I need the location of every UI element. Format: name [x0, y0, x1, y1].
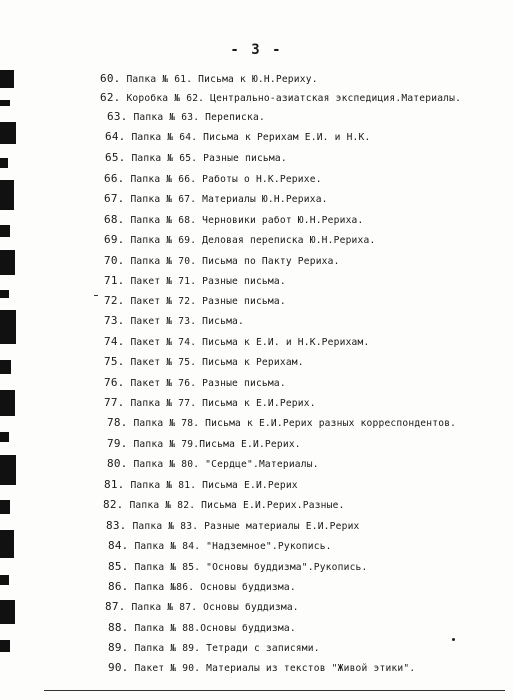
entry-text: Коробка № 62. Центрально-азиатская экспедиция.Материалы. [126, 93, 462, 104]
list-item [104, 294, 286, 307]
entry-text: Папка № 89. Тетради с записями. [134, 643, 320, 654]
list-item [104, 233, 375, 246]
entry-text: Пакет № 73. Письма. [130, 316, 244, 327]
list-item [107, 457, 319, 470]
entry-number: 80. [107, 457, 128, 470]
entry-text: Папка № 65. Разные письма. [131, 153, 287, 164]
entry-text: Папка № 79.Письма Е.И.Рерих. [133, 439, 301, 450]
bottom-rule [44, 690, 505, 691]
list-item [104, 396, 316, 409]
entry-text: Папка № 87. Основы буддизма. [131, 602, 299, 613]
list-item [103, 498, 345, 511]
list-item [105, 600, 299, 613]
entry-number: 62. [100, 91, 121, 104]
list-item [100, 91, 461, 104]
list-item [104, 192, 328, 205]
entry-number: 90. [108, 661, 129, 674]
entry-number: 83. [106, 519, 127, 532]
list-item [107, 437, 301, 450]
entry-text: Пакет № 75. Письма к Рерихам. [130, 357, 304, 368]
list-item [104, 335, 370, 348]
entry-number: 65. [105, 151, 126, 164]
entry-number: 73. [104, 314, 125, 327]
stray-dot [452, 638, 455, 641]
entry-number: 82. [103, 498, 124, 511]
entry-text: Папка № 69. Деловая переписка Ю.Н.Рериха. [130, 235, 376, 246]
entry-text: Папка № 83. Разные материалы Е.И.Рерих [132, 521, 360, 532]
binding-marks [0, 60, 22, 660]
entry-text: Пакет № 90. Материалы из текстов "Живой этики". [134, 663, 416, 674]
list-item [105, 130, 371, 143]
list-item [104, 314, 244, 327]
list-item [104, 478, 298, 491]
entry-number: 66. [104, 172, 125, 185]
entry-number: 67. [104, 192, 125, 205]
entry-number: 74. [104, 335, 125, 348]
entry-text: Папка № 82. Письма Е.И.Рерих.Разные. [129, 500, 345, 511]
entry-text: Папка № 80. "Сердце".Материалы. [133, 459, 319, 470]
entry-number: 78. [107, 416, 128, 429]
stray-mark [94, 295, 98, 296]
entry-text: Папка № 64. Письма к Рерихам Е.И. и Н.К. [131, 132, 371, 143]
entry-number: 86. [108, 580, 129, 593]
list-item [107, 416, 456, 429]
entry-number: 71. [104, 274, 125, 287]
list-item [108, 560, 368, 573]
entry-number: 85. [108, 560, 129, 573]
entry-number: 81. [104, 478, 125, 491]
entry-text: Папка №86. Основы буддизма. [134, 582, 296, 593]
entry-number: 79. [107, 437, 128, 450]
entry-number: 68. [104, 213, 125, 226]
list-item [104, 355, 304, 368]
list-item [108, 661, 415, 674]
entry-number: 64. [105, 130, 126, 143]
entry-number: 69. [104, 233, 125, 246]
list-item [104, 254, 340, 267]
entry-number: 89. [108, 641, 129, 654]
list-item [104, 376, 286, 389]
entry-number: 60. [100, 72, 121, 85]
entry-text: Пакет № 72. Разные письма. [130, 296, 286, 307]
entry-text: Папка № 66. Работы о Н.К.Рерихе. [130, 174, 322, 185]
list-item [108, 539, 332, 552]
entry-number: 87. [105, 600, 126, 613]
entry-text: Папка № 70. Письма по Пакту Рериха. [130, 256, 340, 267]
list-item [105, 151, 287, 164]
list-item [107, 110, 265, 123]
page-number: - 3 - [230, 42, 283, 58]
entry-text: Пакет № 76. Разные письма. [130, 378, 286, 389]
entry-text: Папка № 84. "Надземное".Рукопись. [134, 541, 332, 552]
entry-number: 77. [104, 396, 125, 409]
list-item [108, 621, 296, 634]
entry-text: Папка № 81. Письма Е.И.Рерих [130, 480, 298, 491]
entry-text: Папка № 67. Материалы Ю.Н.Рериха. [130, 194, 328, 205]
entry-text: Папка № 63. Переписка. [133, 112, 265, 123]
entry-text: Папка № 61. Письма к Ю.Н.Рериху. [126, 74, 318, 85]
list-item [106, 519, 360, 532]
entry-text: Папка № 78. Письма к Е.И.Рерих разных корреспондентов. [133, 418, 457, 429]
entry-number: 70. [104, 254, 125, 267]
entry-text: Папка № 68. Черновики работ Ю.Н.Рериха. [130, 215, 364, 226]
entry-text: Папка № 85. "Основы буддизма".Рукопись. [134, 562, 368, 573]
entry-text: Пакет № 74. Письма к Е.И. и Н.К.Рерихам. [130, 337, 370, 348]
list-item [108, 641, 320, 654]
list-item [104, 172, 322, 185]
entry-text: Пакет № 71. Разные письма. [130, 276, 286, 287]
entry-number: 75. [104, 355, 125, 368]
entry-number: 84. [108, 539, 129, 552]
entry-text: Папка № 77. Письма к Е.И.Рерих. [130, 398, 316, 409]
entry-number: 88. [108, 621, 129, 634]
list-item [104, 213, 364, 226]
entry-number: 72. [104, 294, 125, 307]
list-item [104, 274, 286, 287]
list-item [108, 580, 296, 593]
entry-number: 63. [107, 110, 128, 123]
entry-number: 76. [104, 376, 125, 389]
list-item [100, 72, 318, 85]
entry-text: Папка № 88.Основы буддизма. [134, 623, 296, 634]
